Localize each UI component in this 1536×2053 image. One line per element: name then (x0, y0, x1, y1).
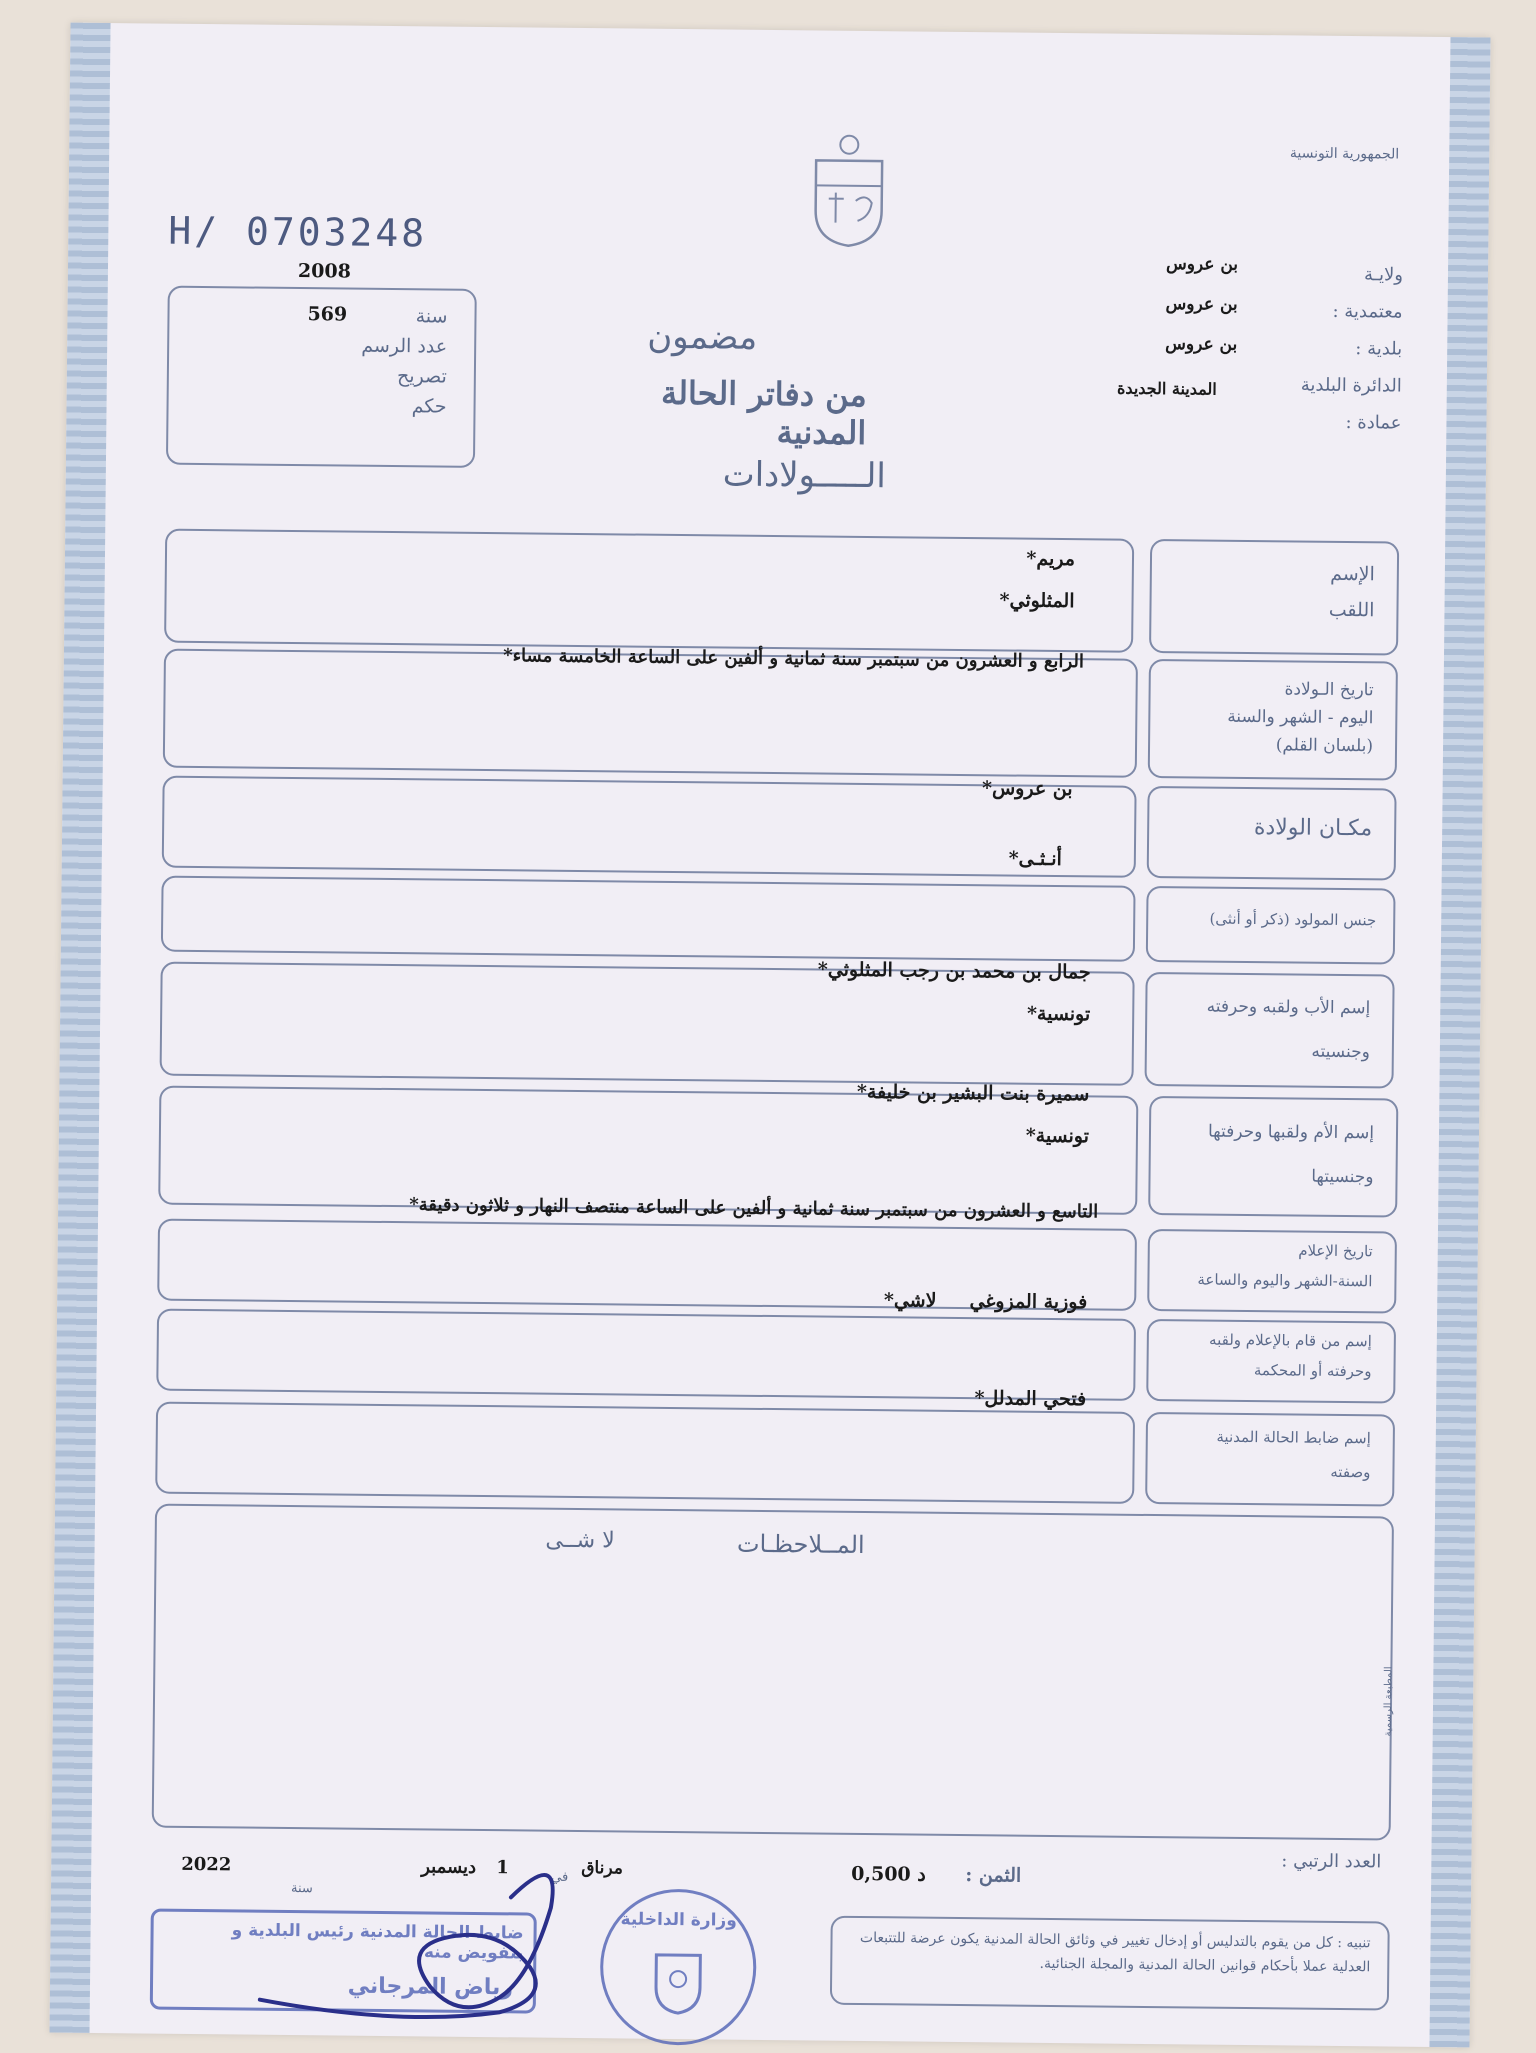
seal-emblem-icon (648, 1947, 709, 2018)
date-year: 2022 (181, 1853, 232, 1876)
wilaya-label: ولايـة (1363, 264, 1404, 286)
order-number-label: العدد الرتبي : (1281, 1850, 1382, 1873)
handwritten-signature (200, 1824, 652, 2029)
field-officer-label2: وصفته (1330, 1462, 1371, 1482)
title-line2: من دفاتر الحالة المدنية (660, 373, 867, 452)
registry-number-label: عدد الرسم (361, 334, 448, 358)
field-father-nationality: تونسية* (1026, 1002, 1091, 1026)
field-mother-label2: وجنسيتها (1311, 1166, 1374, 1188)
price-value: 0,500 د (851, 1862, 926, 1886)
warning-text: تنبيه : كل من يقوم بالتدليس أو إدخال تغيير في وثائق الحالة المدنية يكون عرضة للتتبعات العدلية عملا بأحكام قوانين الحالة المدنية والمجلة الجنائية. (859, 1929, 1371, 1976)
field-surname-label: اللقب (1328, 598, 1375, 622)
baladia-value: بن عروس (1165, 334, 1238, 355)
field-birthdate-label: تاريخ الـولادة (1284, 679, 1374, 701)
field-officer-box (155, 1402, 1135, 1504)
motamadia-label: معتمدية : (1332, 300, 1403, 323)
field-father-label2: وجنسيته (1311, 1041, 1370, 1063)
printer-note: المطبعة الرسمية (1382, 1666, 1395, 1737)
daira-value: المدينة الجديدة (1117, 378, 1217, 399)
motamadia-value: بن عروس (1165, 294, 1238, 315)
field-sex-value: أنـثـى* (1008, 847, 1062, 871)
date-day: 1 (496, 1857, 509, 1879)
date-in-label: في (551, 1869, 569, 1885)
field-birthdate-label2: اليوم - الشهر والسنة (1227, 706, 1374, 729)
field-name-value: مريم* (1026, 547, 1076, 571)
coat-of-arms-icon (803, 130, 894, 251)
field-birthdate-label3: (بلسان القلم) (1275, 735, 1374, 757)
field-mother-nationality: تونسية* (1025, 1124, 1090, 1148)
date-month: ديسمبر (421, 1856, 477, 1878)
field-father-label: إسم الأب ولقبه وحرفته (1206, 996, 1371, 1019)
imada-label: عمادة : (1345, 411, 1402, 434)
registry-declaration-label: تصريح (396, 365, 447, 388)
baladia-label: بلدية : (1355, 338, 1403, 360)
field-place-label: مكـان الولادة (1253, 815, 1373, 842)
field-declarant-label2: وحرفته أو المحكمة (1253, 1361, 1372, 1381)
field-surname-value: المثلوثي* (999, 589, 1075, 613)
stamp-name: رياض المرجاني (347, 1973, 514, 2001)
wilaya-value: بن عروس (1165, 254, 1239, 275)
field-sex-label: جنس المولود (ذكر أو أنثى) (1209, 909, 1377, 930)
field-mother-label: إسم الأم ولقبها وحرفتها (1207, 1121, 1375, 1144)
seal-text: وزارة الداخلية (620, 1909, 737, 1931)
date-year-label: سنة (290, 1881, 313, 1897)
field-declaration-value: التاسع و العشرون من سبتمبر سنة ثمانية و ألفين على الساعة منتصف النهار و ثلاثون دقيقة* (409, 1194, 1099, 1223)
field-name-label: الإسم (1330, 562, 1375, 586)
section-title: الـــــولادات (722, 454, 887, 497)
field-declaration-label2: السنة-الشهر واليوم والساعة (1197, 1270, 1373, 1291)
field-sex-box (161, 876, 1136, 962)
guilloche-border-left (50, 23, 111, 2033)
field-officer-label: إسم ضابط الحالة المدنية (1216, 1427, 1371, 1448)
field-declaration-label: تاريخ الإعلام (1298, 1241, 1373, 1261)
field-officer-value: فتحي المدلل* (974, 1387, 1087, 1411)
title-line1: مضمون (647, 316, 758, 358)
daira-label: الدائرة البلدية (1300, 374, 1402, 397)
registry-judgment-label: حكم (411, 395, 447, 418)
place-of-issue: مرناق (581, 1858, 623, 1879)
birth-certificate (50, 23, 1491, 2048)
field-mother-value: سميرة بنت البشير بن خليفة* (856, 1080, 1090, 1106)
registry-number: 569 (307, 303, 348, 326)
field-declarant-value: فوزية المزوغي لاشي* (883, 1289, 1088, 1314)
republic-header: الجمهورية التونسية (1289, 145, 1400, 163)
price-label: الثمن : (965, 1864, 1022, 1887)
field-place-value: بن عروس* (981, 777, 1073, 801)
field-father-value: جمال بن محمد بن رجب المثلوثي* (817, 958, 1091, 984)
remarks-value: لا شــى (545, 1527, 615, 1554)
registry-year-label: سنة (415, 305, 448, 328)
stamp-official-text: ضابط الحالة المدنية رئيس البلدية و بتفويض منه (231, 1920, 524, 1964)
remarks-label: المــلاحظـات (736, 1529, 865, 1560)
serial-number: H/ 0703248 (168, 208, 428, 256)
registry-year: 2008 (297, 260, 351, 283)
guilloche-border-right (1429, 37, 1490, 2047)
field-declarant-label: إسم من قام بالإعلام ولقبه (1209, 1330, 1372, 1351)
field-birthdate-value: الرابع و العشرون من سبتمبر سنة ثمانية و ألفين على الساعة الخامسة مساء* (503, 645, 1085, 673)
